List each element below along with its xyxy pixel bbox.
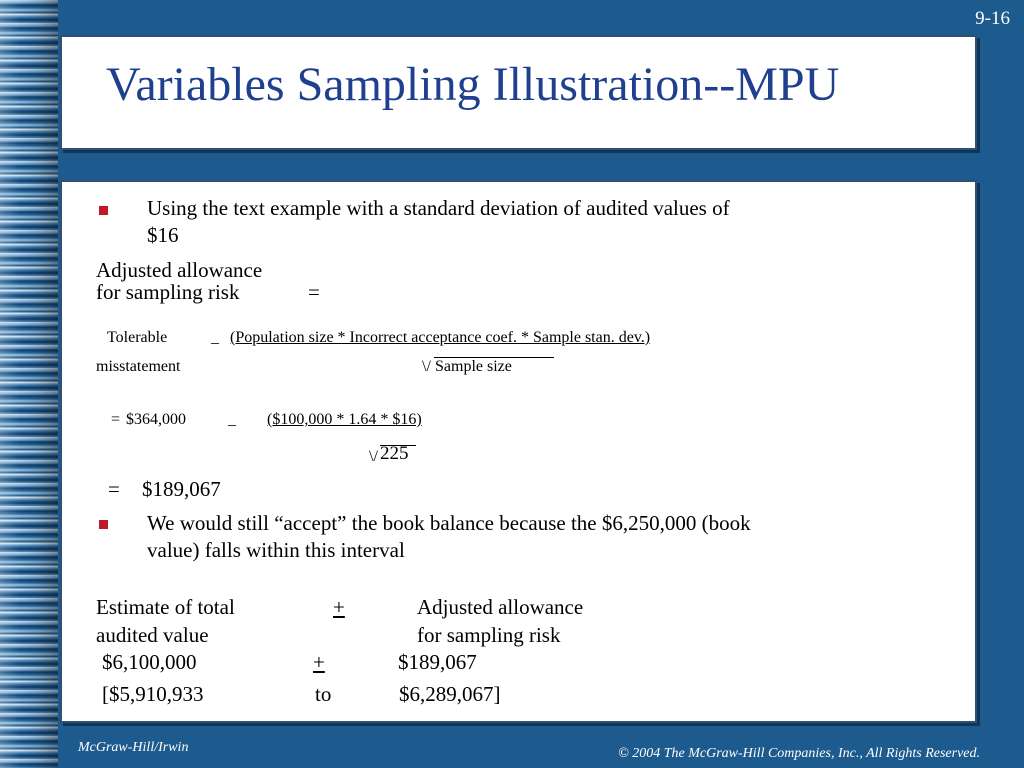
slide-title: Variables Sampling Illustration--MPU: [106, 58, 840, 111]
interval-estimate-line1: Estimate of total: [96, 595, 235, 619]
substitution-root-symbol: \/: [369, 448, 378, 465]
bullet1-line1: Using the text example with a standard deviation of audited values of: [147, 196, 730, 220]
slide-number: 9-16: [975, 8, 1010, 29]
bullet-marker: [99, 206, 108, 215]
formula-minus: _: [211, 329, 219, 346]
substitution-minus: _: [228, 411, 236, 428]
interval-estimate-line2: audited value: [96, 623, 209, 647]
result-equals: =: [108, 477, 120, 501]
interval-allowance-line2: for sampling risk: [417, 623, 561, 647]
formula-misstatement: misstatement: [96, 358, 181, 375]
substitution-numerator: ($100,000 * 1.64 * $16): [267, 411, 422, 428]
formula-root-symbol: \/: [422, 358, 431, 375]
result-value: $189,067: [142, 477, 221, 501]
formula-denominator: Sample size: [435, 358, 512, 375]
substitution-equals: =: [111, 411, 121, 428]
substitution-denominator: 225: [380, 443, 409, 464]
footer-publisher: McGraw-Hill/Irwin: [78, 740, 189, 755]
footer-copyright: © 2004 The McGraw-Hill Companies, Inc., All Rights Reserved.: [618, 746, 980, 761]
interval-allowance-line1: Adjusted allowance: [417, 595, 584, 619]
formula-numerator: (Population size * Incorrect acceptance coef. * Sample stan. dev.): [230, 329, 651, 346]
interval-estimate-value: $6,100,000: [102, 650, 197, 674]
bullet2-line2: value) falls within this interval: [147, 538, 405, 562]
allowance-label-line1: Adjusted allowance: [96, 258, 263, 282]
interval-upper-bound: $6,289,067]: [399, 682, 501, 706]
bullet-marker: [99, 520, 108, 529]
allowance-label-line2: for sampling risk: [96, 280, 240, 304]
interval-allowance-value: $189,067: [398, 650, 477, 674]
interval-lower-bound: [$5,910,933: [102, 682, 204, 706]
decorative-stripes: [0, 0, 58, 768]
bullet2-line1: We would still “accept” the book balance because the $6,250,000 (book: [147, 511, 751, 535]
formula-tolerable: Tolerable: [107, 329, 168, 346]
allowance-equals: =: [308, 280, 320, 304]
title-panel: [60, 35, 977, 150]
content-panel: [60, 180, 977, 723]
substitution-tolerable-value: $364,000: [126, 411, 186, 428]
bullet1-line2: $16: [147, 223, 179, 247]
interval-plus-minus: +: [333, 595, 345, 619]
interval-to: to: [315, 682, 332, 706]
interval-plus-minus-2: +: [313, 650, 325, 674]
